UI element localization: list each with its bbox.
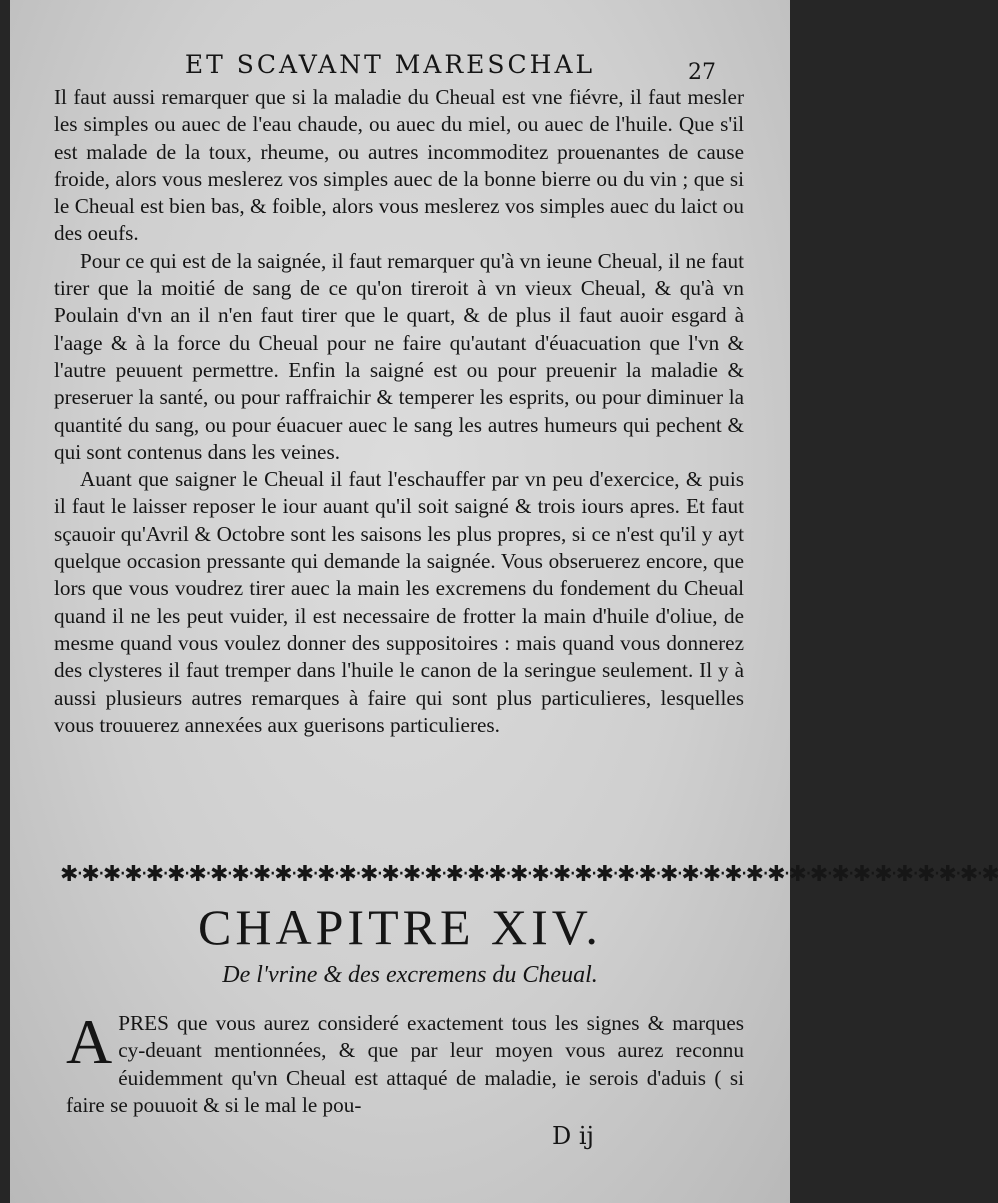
chapter-subtitle: De l'vrine & des excremens du Cheual. <box>222 962 598 988</box>
chapter-opening-text: PRES que vous aurez consideré exactement tous les signes & marques cy-deuant mentionnées, & que par leur moyen vous aurez reconnu éuidemment qu'vn Cheual est attaqué de maladie, ie serois d'aduis ( si faire se pouuoit & si le mal le pou- <box>66 1011 744 1117</box>
ornament-rule: ✱·✱·✱·✱·✱·✱·✱·✱·✱·✱·✱·✱·✱·✱·✱·✱·✱·✱·✱·✱·✱·✱·✱·✱·✱·✱·✱·✱·✱·✱·✱·✱·✱·✱·✱·✱·✱·✱·✱·✱·✱·✱·✱·✱ <box>60 862 998 887</box>
running-head: ET SCAVANT MARESCHAL <box>184 50 596 79</box>
paragraph: Pour ce qui est de la saignée, il faut remarquer qu'à vn ieune Cheual, il ne faut tirer que la moitié de sang de ce qu'on tireroit à vn vieux Cheual, & qu'à vn Poulain d'vn an il n'en faut tirer que le quart, & de plus il faut auoir esgard à l'aage & à la force du Cheual pour ne faire qu'autant d'éuacuation que l'vn & l'autre peuuent permettre. Enfin la saigné est ou pour preuenir la maladie & preseruer la santé, ou pour raffraichir & temperer les esprits, ou pour diminuer la quantité du sang, ou pour éuacuer auec le sang les autres humeurs qui pechent & qui sont contenus dans les veines. <box>54 248 744 464</box>
chapter-body <box>66 1006 744 1119</box>
drop-cap: A <box>66 1006 113 1077</box>
book-page <box>10 0 998 1203</box>
signature-mark: D ij <box>552 1122 594 1150</box>
chapter-title: CHAPITRE XIV. <box>198 899 602 955</box>
paragraph: Auant que saigner le Cheual il faut l'eschauffer par vn peu d'exercice, & puis il faut le laisser reposer le iour auant qu'il soit saigné & trois iours apres. Et faut sçauoir qu'Avril & Octobre sont les saisons les plus propres, si ce n'est qu'il y ayt quelque occasion pressante qui demande la saignée. Vous obseruerez encore, que lors que vous voudrez tirer auec la main les excremens du fondement du Cheual quand il ne les peut vuider, il est necessaire de frotter la main d'huile d'oliue, de mesme quand vous voulez donner des suppositoires : mais quand vous donnerez des clysteres il faut tremper dans l'huile le canon de la seringue seulement. Il y à aussi plusieurs autres remarques à faire qui sont plus particulieres, lesquelles vous trouuerez annexées aux guerisons particulieres. <box>54 467 744 737</box>
page-number: 27 <box>688 60 716 85</box>
body-text <box>54 84 744 739</box>
paragraph: Il faut aussi remarquer que si la maladie du Cheual est vne fiévre, il faut mesler les simples ou auec de l'eau chaude, ou auec du miel, ou auec de l'huile. Que s'il est malade de la toux, rheume, ou autres incommoditez prouenantes de cause froide, alors vous meslerez vos simples auec de la bonne bierre ou du vin ; que si le Cheual est bien bas, & foible, alors vous meslerez vos simples auec du laict ou des oeufs. <box>54 85 744 246</box>
